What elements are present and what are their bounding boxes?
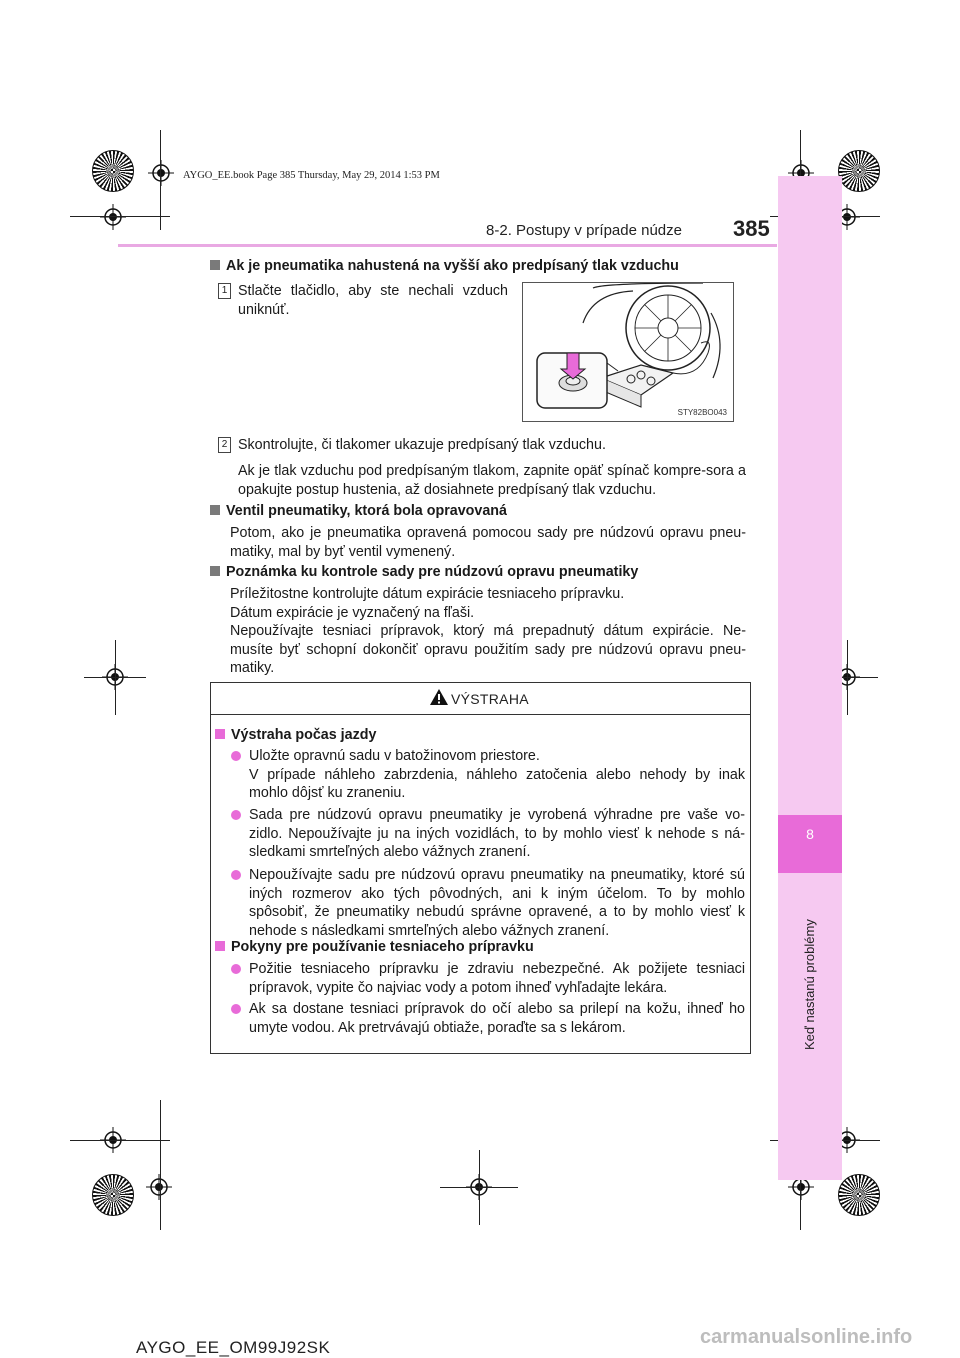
step-2-text: Skontrolujte, či tlakomer ukazuje predpísaný tlak vzduchu. [238,437,606,453]
crop-mark [70,216,170,217]
bullet-dot-icon [231,964,241,974]
warning-bullet-4 [211,960,745,997]
square-bullet-icon [210,260,220,270]
warning-bullet-1-line-2: V prípade náhleho zabrzdenia, náhleho zatočenia alebo nehody by inak mohlo dôjsť ku zraneniu. [249,766,745,801]
tire-compressor-illustration [522,282,734,422]
crop-mark [115,640,116,715]
valve-text: Potom, ako je pneumatika opravená pomocou sady pre núdzovú opravu pneu-matiky, mal by byť ventil vymenený. [230,525,746,560]
step-2-note: Ak je tlak vzduchu pod predpísaným tlakom, zapnite opäť spínač kompre-sora a opakujte postup hustenia, až dosiahnete predpísaný tlak vzduchu. [238,463,746,498]
warning-bullet-2-text: Sada pre núdzovú opravu pneumatiky je vyrobená výhradne pre vaše vo-zidlo. Nepoužívajte ju na iných vozidlách, to by mohlo viesť k nehode s ná-sledkami smrteľných alebo vážnych zranení. [249,807,745,860]
figure-label: STY82BO043 [677,408,727,417]
warning-bullet-1-line-1: Uložte opravnú sadu v batožinovom priestore. [249,748,540,764]
warning-triangle-icon [429,688,449,706]
heading-sealant-warning: Pokyny pre používanie tesniaceho prípravku [215,939,534,955]
warning-bullet-5-text: Ak sa dostane tesniaci prípravok do očí alebo sa prilepí na kožu, ihneď ho umyte vodou. Ak pretrvávajú obtiaže, poraďte sa s lekárom. [249,1001,745,1036]
section-title: 8-2. Postupy v prípade núdze [486,222,682,239]
bullet-dot-icon [231,870,241,880]
kit-check-text [230,585,746,678]
square-bullet-icon [215,941,225,951]
page-number: 385 [733,216,770,241]
footer-code: AYGO_EE_OM99J92SK [136,1338,331,1357]
sunburst-mark-icon [838,150,880,192]
warning-bullet-3 [211,866,745,940]
warning-title: VÝSTRAHA [451,691,529,707]
registration-mark-icon [148,160,174,186]
step-number-badge: 1 [218,283,231,299]
kit-check-line-2: Dátum expirácie je vyznačený na fľaši. [230,604,475,621]
sunburst-mark-icon [92,150,134,192]
registration-mark-icon [146,1174,172,1200]
watermark: carmanualsonline.info [700,1326,913,1348]
sunburst-mark-icon [838,1174,880,1216]
crop-mark [479,1150,480,1225]
chapter-title: Keď nastanú problémy [802,919,817,1050]
heading-overinflated: Ak je pneumatika nahustená na vyšší ako predpísaný tlak vzduchu [210,258,679,274]
kit-check-line-3: Nepoužívajte tesniaci prípravok, ktorý má prepadnutý dátum expirácie. Ne-musíte byť schopní dokončiť opravu použitím sady pre núdzovú opravu pneu-matiky. [230,623,746,676]
warning-bullet-2 [211,806,745,862]
square-bullet-icon [215,729,225,739]
square-bullet-icon [210,505,220,515]
bullet-dot-icon [231,751,241,761]
step-number-badge: 2 [218,437,231,453]
square-bullet-icon [210,566,220,576]
crop-mark [847,640,848,715]
warning-bullet-4-text: Požitie tesniaceho prípravku je zdraviu nebezpečné. Ak požijete tesniaci prípravok, vypite čo najviac vody a potom ihneď vyhľadajte lekára. [249,961,745,996]
warning-header [211,683,750,715]
header-rule [118,244,777,247]
bullet-dot-icon [231,1004,241,1014]
chapter-title-vertical [800,880,820,1080]
warning-box [210,682,751,1054]
step-1 [218,282,508,319]
step-2 [218,436,748,455]
step-1-text: Stlačte tlačidlo, aby ste nechali vzduch uniknúť. [238,283,508,318]
warning-bullet-5 [211,1000,745,1037]
book-info: AYGO_EE.book Page 385 Thursday, May 29, 2014 1:53 PM [183,170,440,181]
warning-bullet-1 [211,747,745,803]
sunburst-mark-icon [92,1174,134,1216]
chapter-tab[interactable] [778,815,842,873]
crop-mark [70,1140,170,1141]
illustration-drawing [523,283,733,421]
crop-mark [160,1100,161,1230]
bullet-dot-icon [231,810,241,820]
chapter-number: 8 [806,826,814,842]
registration-mark-icon [100,204,126,230]
warning-bullet-3-text: Nepoužívajte sadu pre núdzovú opravu pneumatiky na pneumatiky, ktoré sú iných rozmerov ako tých pôvodných, ani k iným účelom. To by mohlo spôsobiť, že pneumatiky nebudú správne opravené, a to by mohlo viesť k nehode s následkami smrteľných alebo vážnych zranení. [249,867,745,939]
kit-check-line-1: Príležitostne kontrolujte dátum expirácie tesniaceho prípravku. [230,586,625,602]
heading-kit-check: Poznámka ku kontrole sady pre núdzovú opravu pneumatiky [210,564,638,580]
crop-mark [160,130,161,230]
heading-valve: Ventil pneumatiky, ktorá bola opravovaná [210,503,507,519]
heading-driving-warning: Výstraha počas jazdy [215,727,376,743]
